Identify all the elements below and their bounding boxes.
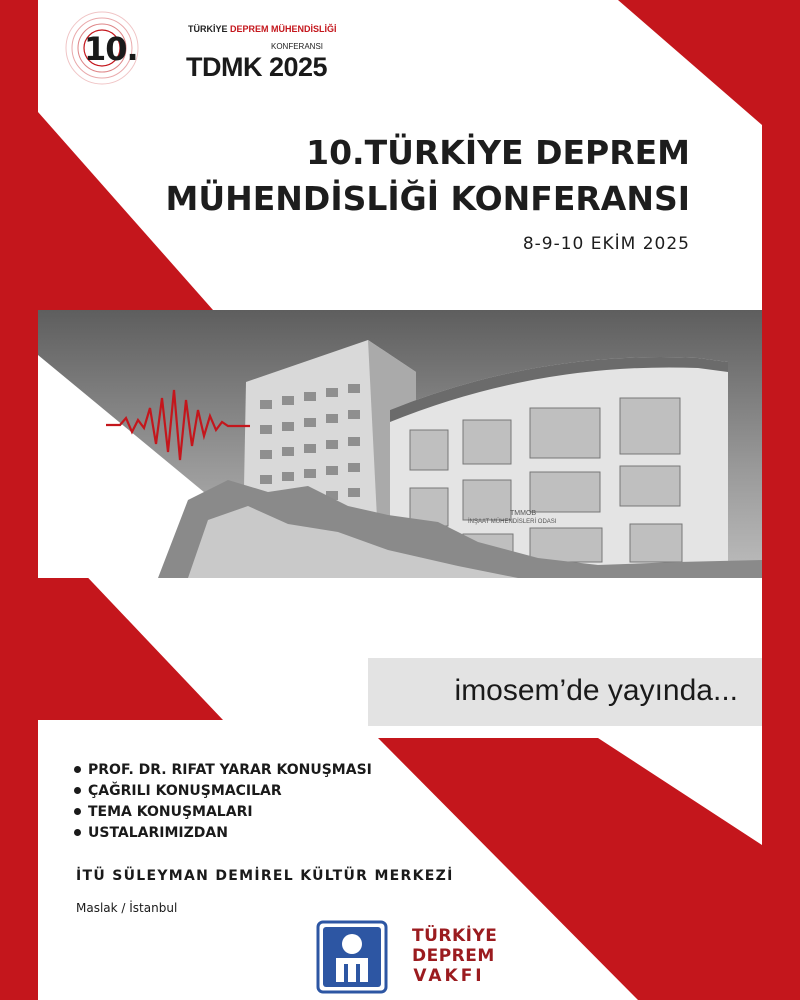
logo-tdmk: TDMK 2025	[186, 52, 328, 82]
bullet-icon	[74, 766, 81, 773]
poster-canvas	[38, 0, 762, 1000]
tdv-line-1: TÜRKİYE	[412, 926, 498, 946]
logo-subtitle	[188, 24, 337, 34]
bullet-icon	[74, 829, 81, 836]
bullet-icon	[74, 808, 81, 815]
logo-subtitle-dark: TÜRKİYE	[188, 24, 231, 34]
list-item	[74, 823, 372, 844]
conference-date: 8-9-10 EKİM 2025	[522, 234, 690, 254]
top-right-stripe	[618, 0, 762, 125]
list-item-label: USTALARIMIZDAN	[88, 825, 228, 841]
title-line-1: 10.TÜRKİYE DEPREM	[306, 133, 690, 172]
tdv-line-3: VAKFI	[413, 966, 485, 986]
logo-subtitle-red: DEPREM MÜHENDİSLİĞİ	[230, 24, 337, 34]
building-sign-1: TMMOB	[510, 510, 537, 517]
conference-logo	[58, 6, 337, 88]
banner-text: imosem’de yayında...	[454, 674, 738, 707]
logo-number: 10.	[84, 30, 138, 68]
list-item-label: TEMA KONUŞMALARI	[88, 804, 253, 820]
left-red-border	[0, 0, 38, 1000]
title-line-2: MÜHENDİSLİĞİ KONFERANSI	[165, 179, 690, 218]
list-item	[74, 802, 372, 823]
program-list	[74, 760, 372, 844]
right-red-border	[762, 0, 800, 1000]
list-item-label: PROF. DR. RIFAT YARAR KONUŞMASI	[88, 762, 372, 778]
list-item-label: ÇAĞRILI KONUŞMACILAR	[88, 783, 282, 799]
venue-city: Maslak / İstanbul	[76, 901, 178, 915]
imo-logo-icon	[316, 920, 388, 994]
building-sign-2: İNŞAAT MÜHENDİSLERİ ODASI	[468, 519, 557, 525]
conference-title	[166, 130, 690, 254]
venue-name: İTÜ SÜLEYMAN DEMİREL KÜLTÜR MERKEZİ	[76, 868, 454, 884]
imosem-banner[interactable]	[368, 658, 762, 726]
bullet-icon	[74, 787, 81, 794]
earthquake-photo	[38, 310, 762, 578]
tdv-line-2: DEPREM	[412, 946, 495, 966]
list-item	[74, 781, 372, 802]
logo-konferansi: KONFERANSI	[271, 42, 324, 51]
tdv-logo	[412, 926, 498, 992]
list-item	[74, 760, 372, 781]
